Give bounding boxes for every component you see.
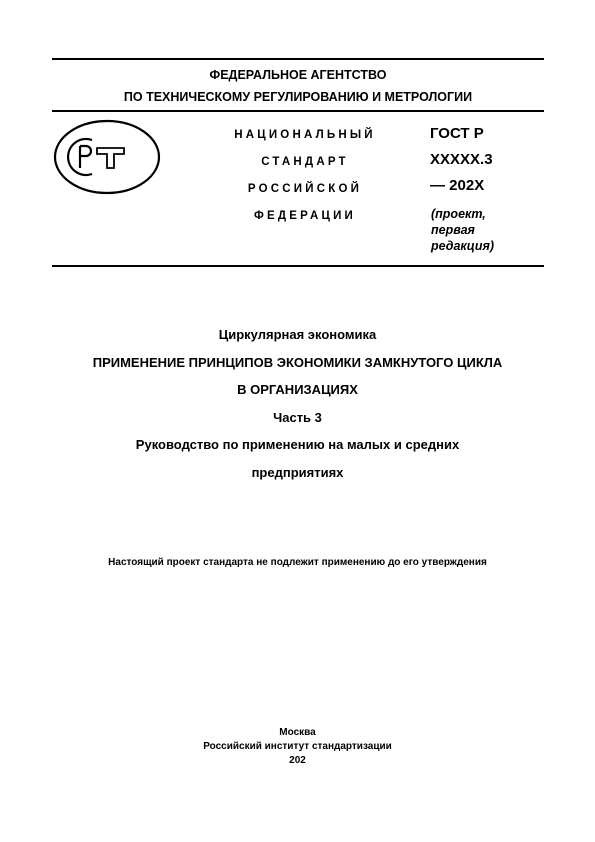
title-part: Часть 3: [273, 409, 322, 425]
top-rule: [52, 58, 544, 60]
national-standard-line-2: СТАНДАРТ: [261, 156, 349, 168]
subtitle-line-1: Руководство по применению на малых и средних: [135, 437, 460, 452]
title-line-3: В ОРГАНИЗАЦИЯХ: [237, 382, 358, 397]
footer-year: 202: [289, 755, 306, 766]
rst-logo-icon: [52, 118, 162, 196]
draft-line-2: первая: [431, 223, 475, 237]
bottom-header-rule: [52, 265, 544, 267]
footer-publisher: Российский институт стандартизации: [203, 741, 392, 752]
draft-notice: Настоящий проект стандарта не подлежит применению до его утверждения: [108, 557, 487, 568]
agency-name: [52, 64, 544, 108]
publisher-footer: [20, 726, 575, 768]
national-standard-line-3: РОССИЙСКОЙ: [247, 183, 363, 195]
header-rule: [52, 110, 544, 112]
draft-line-1: (проект,: [431, 207, 486, 221]
title-line-1: Циркулярная экономика: [218, 327, 377, 342]
agency-line-2: ПО ТЕХНИЧЕСКОМУ РЕГУЛИРОВАНИЮ И МЕТРОЛОГИИ: [123, 90, 473, 104]
standard-designation: [430, 121, 493, 199]
designation-line-3: — 202X: [430, 177, 485, 194]
national-standard-line-4: ФЕДЕРАЦИИ: [253, 210, 357, 222]
draft-line-3: редакция): [431, 239, 494, 253]
agency-line-1: ФЕДЕРАЛЬНОЕ АГЕНТСТВО: [209, 68, 387, 82]
designation-line-2: XXXXX.3: [430, 151, 493, 168]
document-title: [20, 321, 575, 486]
designation-line-1: ГОСТ Р: [430, 125, 484, 142]
subtitle-line-2: предприятиях: [251, 464, 344, 480]
national-standard-line-1: НАЦИОНАЛЬНЫЙ: [234, 129, 376, 141]
footer-city: Москва: [279, 727, 316, 738]
title-line-2: ПРИМЕНЕНИЕ ПРИНЦИПОВ ЭКОНОМИКИ ЗАМКНУТОГО ЦИКЛА: [92, 354, 503, 370]
draft-note: [431, 206, 494, 254]
national-standard-label: [205, 122, 405, 230]
